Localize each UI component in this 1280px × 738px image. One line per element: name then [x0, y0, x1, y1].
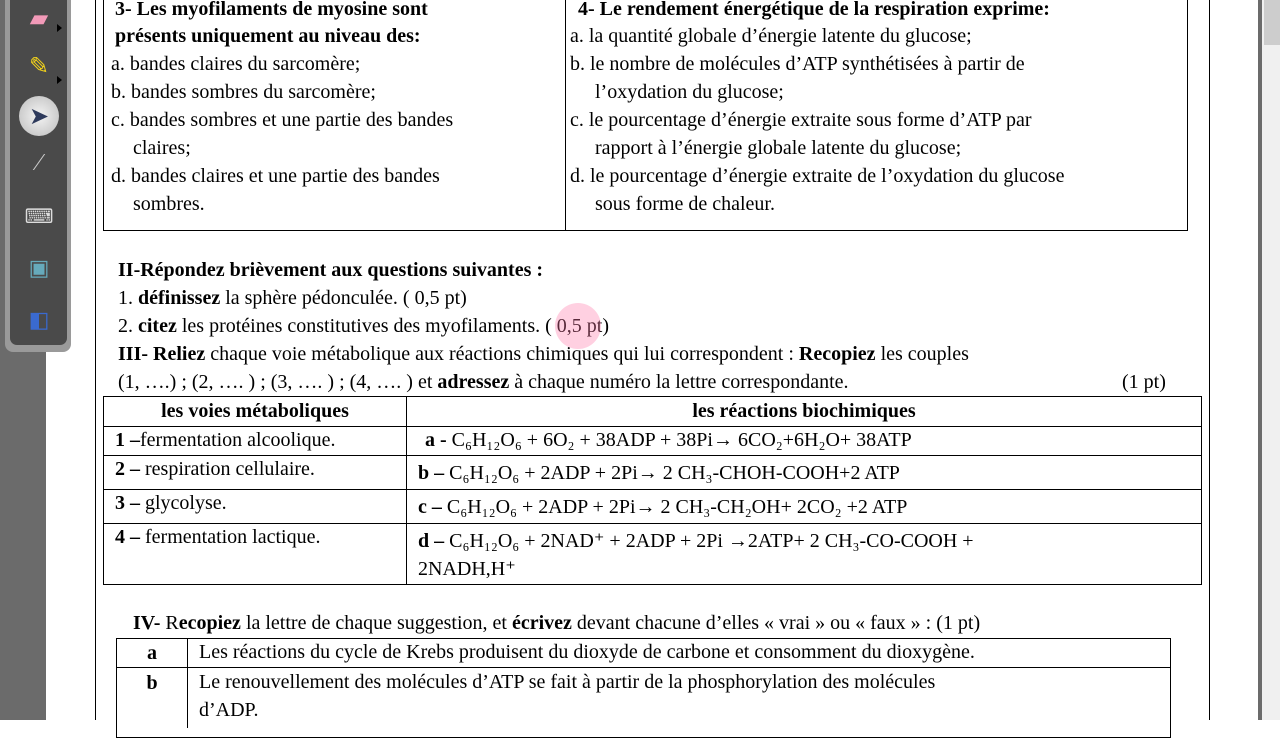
option-c: c. bandes sombres et une partie des bandes [111, 109, 454, 131]
option-d: d. le pourcentage d’énergie extraite de l’oxydation du glucose [570, 165, 1065, 187]
pointer-icon[interactable]: ➤ [19, 96, 59, 136]
option-a: a. la quantité globale d’énergie latente du glucose; [570, 25, 972, 47]
vertical-scrollbar[interactable] [1262, 0, 1280, 720]
eraser-icon[interactable]: ▰ [29, 5, 49, 32]
question-2-1: 1. définissez la sphère pédonculée. ( 0,5 pt) [118, 287, 467, 309]
header-voies: les voies métaboliques [161, 400, 349, 422]
mouse-cursor-highlight [555, 303, 601, 349]
header-reactions: les réactions biochimiques [692, 400, 916, 422]
option-d: d. bandes claires et une partie des bandes [111, 165, 440, 187]
highlighter-icon[interactable]: ✎ [28, 53, 50, 80]
option-a: a. bandes claires du sarcomère; [111, 53, 361, 75]
annotation-toolbar [5, 0, 71, 352]
matching-table [103, 396, 1202, 585]
scrollbar-thumb[interactable] [1264, 0, 1280, 45]
screen-capture-icon[interactable]: ▣ [28, 255, 50, 280]
laser-pointer-icon[interactable]: ⁄ [36, 149, 41, 176]
page-border-right [1209, 0, 1210, 720]
option-b: b. bandes sombres du sarcomère; [111, 81, 376, 103]
option-b: b. le nombre de molécules d’ATP synthétisées à partir de [570, 53, 1025, 75]
page-border-left [95, 0, 96, 720]
section-4-instruction: IV- Recopiez la lettre de chaque suggestion, et écrivez devant chacune d’elles « vrai » ou « faux » : (1 pt) [133, 612, 981, 634]
window-capture-icon[interactable]: ◧ [28, 307, 50, 332]
section-2-title: II-Répondez brièvement aux questions suivantes : [118, 259, 544, 281]
section-3-instruction-2: (1, ….) ; (2, …. ) ; (3, …. ) ; (4, …. ) et adressez à chaque numéro la lettre correspondante. [118, 371, 849, 393]
option-c: c. le pourcentage d’énergie extraite sous forme d’ATP par [570, 109, 1032, 131]
question-2-2: 2. citez les protéines constitutives des myofilaments. ( 0,5 pt) [118, 315, 610, 337]
keyboard-icon[interactable]: ⌨ [24, 205, 54, 228]
section-3-points: (1 pt) [1122, 371, 1166, 393]
section-3-instruction: III- Reliez chaque voie métabolique aux réactions chimiques qui lui correspondent : Recopiez les couples [118, 343, 969, 365]
